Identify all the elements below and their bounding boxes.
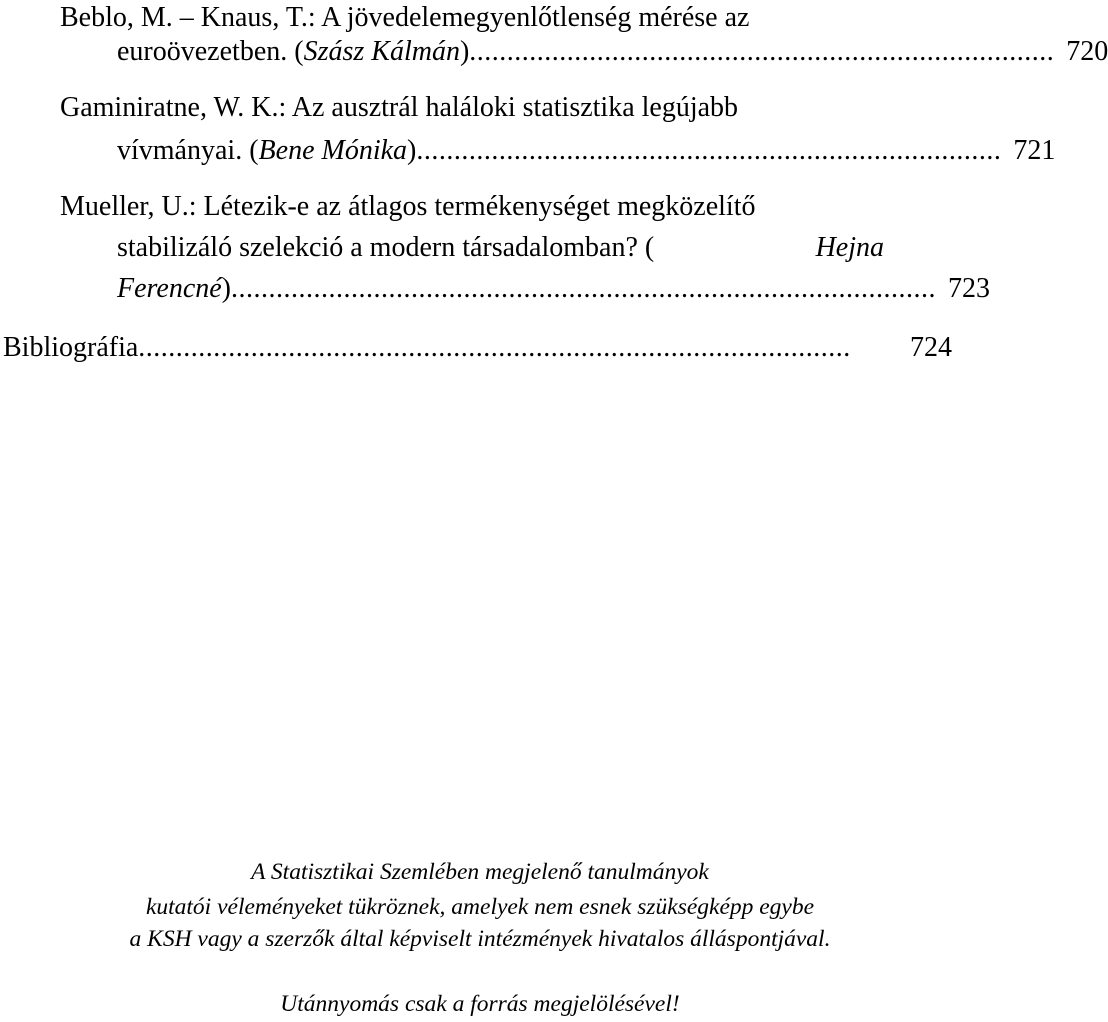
toc-entry-3-close: ) bbox=[221, 273, 231, 304]
toc-entry-1-reviewer: Szász Kálmán bbox=[303, 36, 460, 67]
toc-entry-1-title-cont: euroövezetben. ( bbox=[117, 36, 304, 67]
toc-entry-1-page: 720 bbox=[1066, 36, 1108, 67]
toc-entry-2-close: ) bbox=[407, 135, 417, 166]
toc-entry-3-page: 723 bbox=[948, 273, 990, 304]
notice-line-2: kutatói véleményeket tükröznek, amelyek nem esnek szükségképp egybe bbox=[145, 894, 815, 920]
toc-entry-3-leader: .............................................................................................. bbox=[231, 273, 936, 304]
toc-entry-4-page: 724 bbox=[910, 332, 952, 363]
toc-entry-2-reviewer: Bene Mónika bbox=[258, 135, 408, 166]
toc-entry-3-line-1 bbox=[60, 191, 952, 223]
toc-entry-3-reviewer-part2: Ferencné bbox=[117, 273, 222, 304]
toc-entry-3-line-3 bbox=[117, 273, 990, 305]
toc-entry-3-title-cont: stabilizáló szelekció a modern társadalomban? ( bbox=[117, 232, 655, 263]
toc-entry-2-line-2 bbox=[117, 135, 1056, 167]
toc-entry-4-title: Bibliográfia bbox=[3, 332, 139, 363]
toc-entry-4 bbox=[3, 332, 952, 364]
toc-entry-3-reviewer-part1: Hejna bbox=[815, 232, 884, 263]
toc-entry-3-line-2 bbox=[117, 232, 884, 264]
notice-line-1: A Statisztikai Szemlében megjelenő tanulmányok bbox=[251, 859, 709, 885]
toc-entry-4-leader: ............................................................................................... bbox=[138, 332, 851, 363]
toc-entry-1-line-1 bbox=[60, 2, 952, 34]
toc-entry-1-title: Beblo, M. – Knaus, T.: A jövedelemegyenlőtlenség mérése az bbox=[60, 2, 750, 33]
toc-entry-2-line-1 bbox=[60, 92, 952, 124]
toc-entry-1-leader: .............................................................................. bbox=[469, 36, 1055, 67]
toc-entry-2-title-cont: vívmányai. ( bbox=[117, 135, 259, 166]
notice-line-4: Utánnyomás csak a forrás megjelölésével! bbox=[280, 991, 680, 1017]
notice-line-3: a KSH vagy a szerzők által képviselt intézmények hivatalos álláspontjával. bbox=[129, 926, 831, 952]
toc-entry-2-leader: .............................................................................. bbox=[416, 135, 1002, 166]
toc-entry-2-title: Gaminiratne, W. K.: Az ausztrál haláloki statisztika legújabb bbox=[60, 92, 739, 123]
toc-entry-1-close: ) bbox=[459, 36, 470, 67]
toc-entry-1-line-2 bbox=[117, 36, 1108, 68]
toc-entry-3-title: Mueller, U.: Létezik-e az átlagos termékenységet megközelítő bbox=[60, 191, 756, 222]
toc-entry-2-page: 721 bbox=[1013, 135, 1056, 166]
